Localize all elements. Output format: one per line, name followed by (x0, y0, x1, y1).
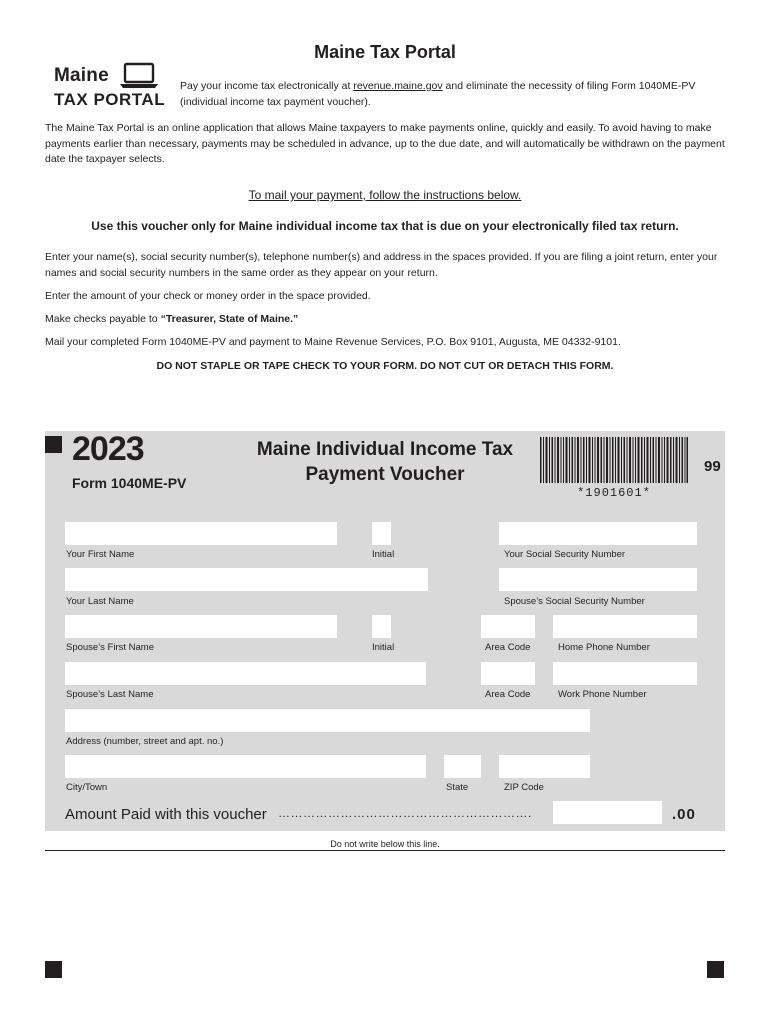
do-not-write-notice: Do not write below this line. (330, 839, 440, 849)
enter-amount-instruction: Enter the amount of your check or money order in the space provided. (45, 290, 371, 302)
registration-mark-bottom-right (707, 961, 724, 978)
amount-leader-dots: ……………………………………………………. (278, 806, 532, 820)
ssn-field[interactable] (499, 522, 697, 545)
amount-paid-label: Amount Paid with this voucher (65, 806, 267, 823)
mail-to-instruction: Mail your completed Form 1040ME-PV and payment to Maine Revenue Services, P.O. Box 9101, Augusta, ME 04332-9101. (45, 336, 621, 348)
mail-instructions-heading: To mail your payment, follow the instructions below. (248, 188, 522, 202)
last-name-label: Your Last Name (66, 596, 134, 607)
home-area-code-label: Area Code (485, 642, 531, 653)
spouse-first-name-label: Spouse’s First Name (66, 642, 154, 653)
registration-mark-bottom-left (45, 961, 62, 978)
last-name-field[interactable] (65, 568, 428, 591)
logo-tax-portal-text: TAX PORTAL (54, 90, 166, 109)
intro-text-before: Pay your income tax electronically at (180, 80, 354, 92)
logo-maine-text: Maine (54, 65, 109, 86)
barcode-number: *1901601* (577, 486, 651, 500)
voucher-title-line1: Maine Individual Income Tax (256, 439, 514, 460)
home-phone-label: Home Phone Number (558, 642, 650, 653)
voucher-title (235, 437, 535, 487)
voucher-title-line2: Payment Voucher (305, 464, 465, 485)
separator-line (45, 850, 725, 851)
work-area-code-label: Area Code (485, 689, 531, 700)
home-area-code-field[interactable] (481, 615, 535, 638)
work-area-code-field[interactable] (481, 662, 535, 685)
form-code: 99 (704, 458, 721, 475)
staple-warning: DO NOT STAPLE OR TAPE CHECK TO YOUR FORM. DO NOT CUT OR DETACH THIS FORM. (156, 360, 614, 372)
maine-tax-portal-logo (54, 62, 170, 112)
spouse-first-name-field[interactable] (65, 615, 337, 638)
address-field[interactable] (65, 709, 590, 732)
page-title: Maine Tax Portal (314, 42, 456, 62)
state-field[interactable] (444, 755, 481, 778)
first-name-label: Your First Name (66, 549, 135, 560)
spouse-last-name-field[interactable] (65, 662, 426, 685)
amount-cents: .00 (672, 806, 696, 823)
revenue-link[interactable]: revenue.maine.gov (353, 80, 443, 92)
spouse-ssn-label: Spouse’s Social Security Number (504, 596, 645, 607)
amount-paid-field[interactable] (553, 801, 662, 824)
form-number: Form 1040ME-PV (72, 475, 187, 491)
payable-instruction (45, 312, 730, 328)
zip-field[interactable] (499, 755, 590, 778)
initial-field[interactable] (372, 522, 391, 545)
state-label: State (446, 782, 469, 793)
voucher-year: 2023 (72, 430, 144, 468)
barcode (540, 437, 688, 483)
portal-description: The Maine Tax Portal is an online application that allows Maine taxpayers to make payments online, quickly and easily. To avoid having to make payments earlier than necessary, payments may be scheduled in advance, up to the due date, and will automatically be withdrawn on the payment date the taxpayer selects. (45, 122, 725, 165)
first-name-field[interactable] (65, 522, 337, 545)
spouse-initial-field[interactable] (372, 615, 391, 638)
city-label: City/Town (66, 782, 108, 793)
zip-label: ZIP Code (504, 782, 544, 793)
city-field[interactable] (65, 755, 426, 778)
enter-names-instruction: Enter your name(s), social security number(s), telephone number(s) and address in the spaces provided. If you are filing a joint return, enter your names and social security numbers in the same order as they appear on your return. (45, 251, 718, 279)
spouse-ssn-field[interactable] (499, 568, 697, 591)
spouse-initial-label: Initial (372, 642, 395, 653)
work-phone-field[interactable] (553, 662, 697, 685)
laptop-icon (118, 62, 162, 90)
intro-text-after: and eliminate the necessity of filing Form 1040ME-PV (individual income tax payment voucher). (180, 80, 696, 108)
payable-prefix: Make checks payable to (45, 313, 161, 325)
work-phone-label: Work Phone Number (558, 689, 647, 700)
address-label: Address (number, street and apt. no.) (66, 736, 224, 747)
ssn-label: Your Social Security Number (504, 549, 626, 560)
registration-mark (45, 436, 62, 453)
home-phone-field[interactable] (553, 615, 697, 638)
intro-text (180, 79, 735, 110)
payable-to: “Treasurer, State of Maine.” (160, 313, 299, 325)
use-only-notice: Use this voucher only for Maine individual income tax that is due on your electronically filed tax return. (91, 219, 679, 233)
initial-label: Initial (372, 549, 395, 560)
spouse-last-name-label: Spouse’s Last Name (66, 689, 154, 700)
